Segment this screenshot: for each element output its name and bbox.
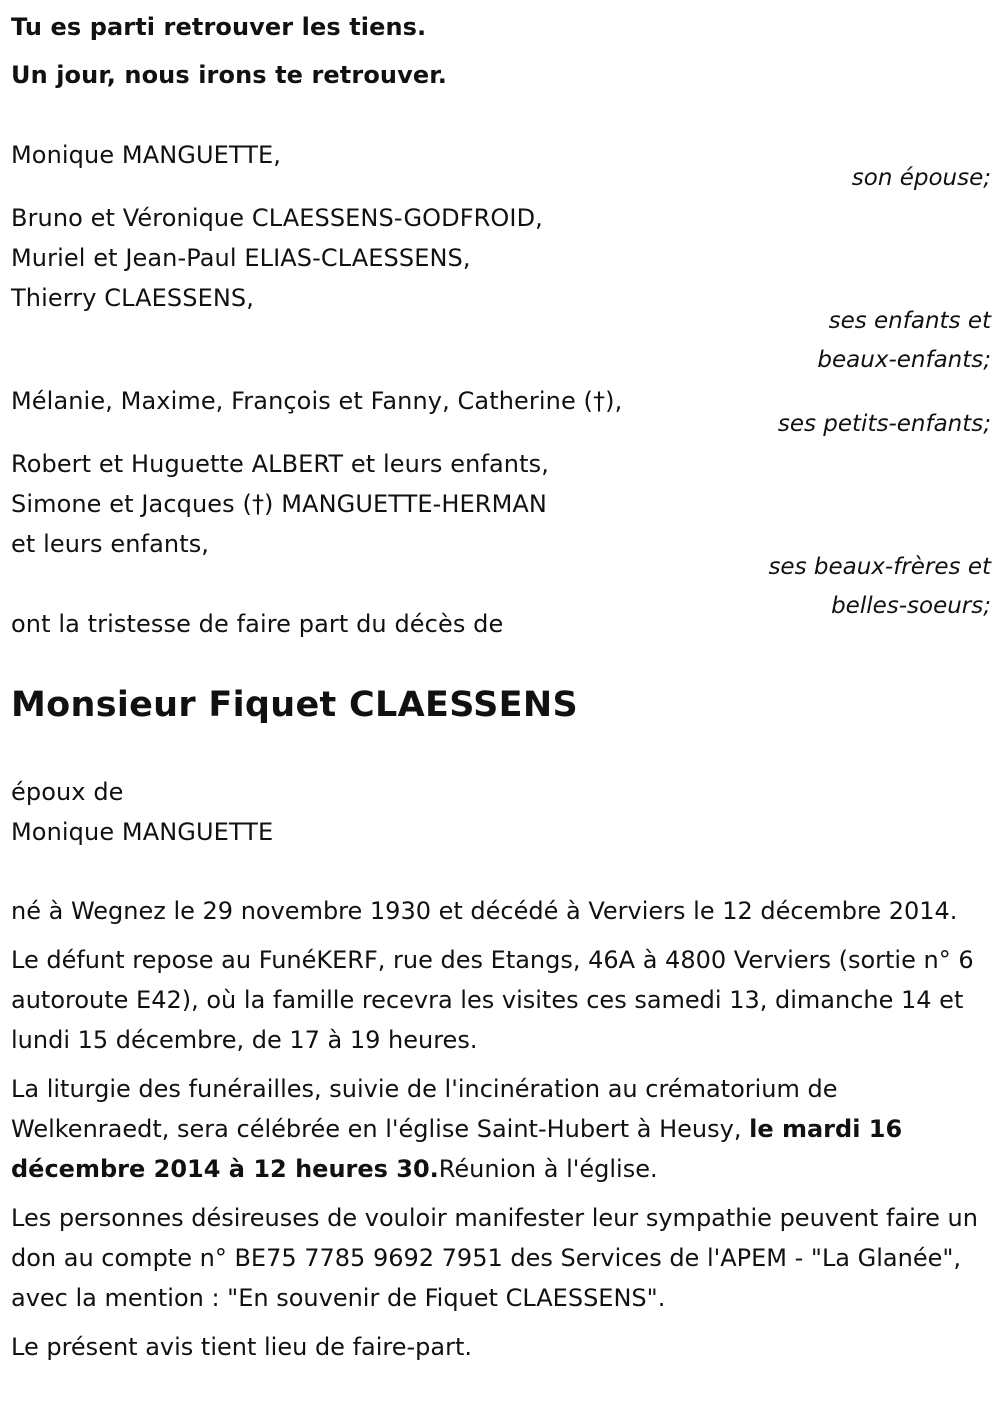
relation-spouse — [852, 159, 991, 198]
donation-paragraph: Les personnes désireuses de vouloir manifester leur sympathie peuvent faire un don au compte n° BE75 7785 9692 7951 des Services de l'APEM - "La Glanée", avec la mention : "En souvenir de Fiquet CLAESSENS". — [11, 1204, 978, 1312]
spouse-of — [11, 772, 273, 852]
family-in-law-2: Simone et Jacques (†) MANGUETTE-HERMAN — [11, 490, 547, 518]
deceased-name: Monsieur Fiquet CLAESSENS — [11, 685, 578, 725]
quote-line-1: Tu es parti retrouver les tiens. — [11, 13, 427, 41]
family-children — [11, 198, 543, 318]
family-child-2: Muriel et Jean-Paul ELIAS-CLAESSENS, — [11, 244, 471, 272]
family-in-laws — [11, 444, 549, 564]
liturgy-paragraph — [11, 1069, 991, 1189]
family-in-law-1: Robert et Huguette ALBERT et leurs enfants, — [11, 450, 549, 478]
spouse-of-name: Monique MANGUETTE — [11, 818, 274, 846]
rest-paragraph: Le défunt repose au FunéKERF, rue des Etangs, 46A à 4800 Verviers (sortie n° 6 autoroute E42), où la famille recevra les visites ces samedi 13, dimanche 14 et lundi 15 décembre, de 17 à 19 heures. — [11, 946, 974, 1054]
obituary-notice — [11, 0, 991, 1425]
relation-grandchildren — [778, 405, 991, 444]
notice-paragraph: Le présent avis tient lieu de faire-part. — [11, 1333, 473, 1361]
family-in-law-3: et leurs enfants, — [11, 530, 210, 558]
family-grandchildren: Mélanie, Maxime, François et Fanny, Catherine (†), — [11, 387, 623, 415]
quote-line-2: Un jour, nous irons te retrouver. — [11, 61, 447, 89]
relation-children-line-1: ses enfants et — [828, 308, 991, 334]
relation-grandchildren-line: ses petits-enfants; — [777, 411, 991, 437]
relation-spouse-line: son épouse; — [851, 165, 991, 191]
spouse-of-label: époux de — [11, 778, 124, 806]
liturgy-text: La liturgie des funérailles, suivie de l'incinération au crématorium de Welkenraedt, sera célébrée en l'église Saint-Hubert à Heusy, — [11, 1075, 838, 1143]
birth-death-paragraph: né à Wegnez le 29 novembre 1930 et décédé à Verviers le 12 décembre 2014. — [11, 897, 958, 925]
relation-in-laws-line-1: ses beaux-frères et — [768, 554, 991, 580]
family-child-3: Thierry CLAESSENS, — [11, 284, 254, 312]
family-spouse-name: Monique MANGUETTE, — [11, 141, 282, 169]
details-section — [11, 891, 991, 1367]
relation-in-laws-line-2: belles-soeurs; — [831, 593, 991, 619]
relation-children-line-2: beaux-enfants; — [817, 347, 991, 373]
relation-children — [817, 302, 991, 380]
liturgy-date: le mardi 16 décembre 2014 à 12 heures 30. — [11, 1115, 903, 1183]
liturgy-gathering: Réunion à l'église. — [438, 1155, 658, 1183]
announcement-text: ont la tristesse de faire part du décès de — [11, 610, 504, 638]
family-child-1: Bruno et Véronique CLAESSENS-GODFROID, — [11, 204, 543, 232]
relation-in-laws — [768, 548, 991, 626]
